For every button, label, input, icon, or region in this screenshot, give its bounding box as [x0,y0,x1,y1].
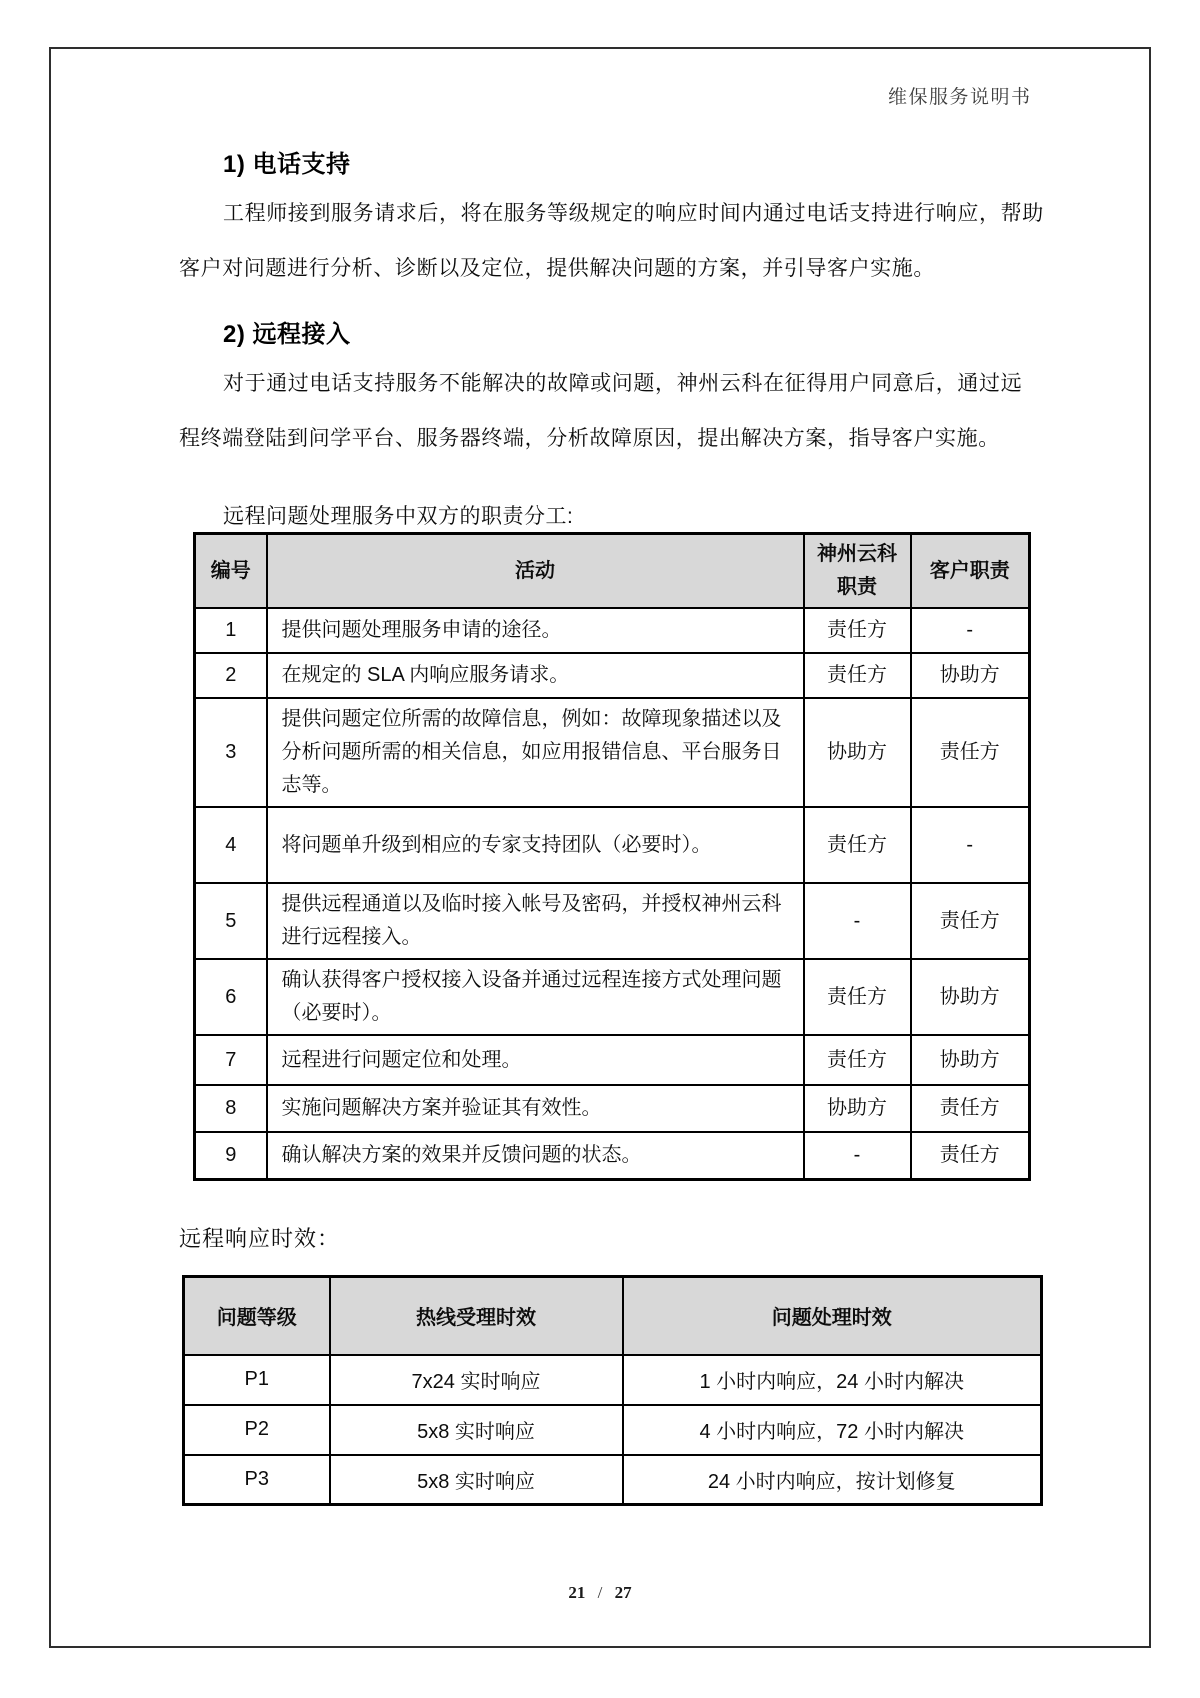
cell-activity: 实施问题解决方案并验证其有效性。 [267,1085,804,1132]
cell-activity: 提供问题定位所需的故障信息，例如：故障现象描述以及分析问题所需的相关信息，如应用报错信息、平台服务日志等。 [267,698,804,807]
cell-activity: 将问题单升级到相应的专家支持团队（必要时）。 [267,807,804,883]
table-row [195,1035,1030,1085]
cell-activity: 在规定的 SLA 内响应服务请求。 [267,653,804,698]
duty-col-header-no: 编号 [195,534,267,609]
table-row [195,608,1030,653]
cell-no: 7 [195,1035,267,1085]
cell-hotline: 5x8 实时响应 [330,1455,623,1505]
sla-table [182,1275,1043,1506]
cell-activity: 远程进行问题定位和处理。 [267,1035,804,1085]
table-row [195,1132,1030,1179]
page-footer [0,1583,1200,1603]
cell-no: 3 [195,698,267,807]
cell-activity: 确认解决方案的效果并反馈问题的状态。 [267,1132,804,1179]
paragraph-line: 对于通过电话支持服务不能解决的故障或问题，神州云科在征得用户同意后，通过远 [223,372,1023,395]
section-2-paragraph [179,356,1039,466]
cell-dcits: 协助方 [804,698,911,807]
cell-dcits: 协助方 [804,1085,911,1132]
cell-handling: 1 小时内响应，24 小时内解决 [623,1355,1042,1405]
cell-dcits: 责任方 [804,807,911,883]
duty-table-header-row [195,534,1030,609]
section-1-paragraph [179,186,1044,296]
cell-no: 2 [195,653,267,698]
paragraph-line: 客户对问题进行分析、诊断以及定位，提供解决问题的方案，并引导客户实施。 [179,257,935,280]
cell-dcits: 责任方 [804,959,911,1035]
cell-handling: 24 小时内响应，按计划修复 [623,1455,1042,1505]
cell-customer: 责任方 [911,883,1030,959]
table-row [195,653,1030,698]
sla-col-header-handling: 问题处理时效 [623,1277,1042,1355]
cell-dcits: - [804,883,911,959]
paragraph-line: 程终端登陆到问学平台、服务器终端，分析故障原因，提出解决方案，指导客户实施。 [179,427,1000,450]
footer-separator: / [597,1583,603,1602]
cell-hotline: 5x8 实时响应 [330,1405,623,1455]
table-row [195,1085,1030,1132]
table-row [184,1455,1042,1505]
cell-activity: 提供问题处理服务申请的途径。 [267,608,804,653]
cell-dcits: 责任方 [804,653,911,698]
duty-table [193,532,1031,1181]
footer-page-number: 21 [568,1583,586,1602]
cell-customer: 责任方 [911,1085,1030,1132]
sla-col-header-hotline: 热线受理时效 [330,1277,623,1355]
cell-customer: 协助方 [911,959,1030,1035]
cell-customer: 责任方 [911,698,1030,807]
sla-table-header-row [184,1277,1042,1355]
table-row [195,698,1030,807]
cell-customer: - [911,608,1030,653]
cell-customer: - [911,807,1030,883]
duty-table-intro: 远程问题处理服务中双方的职责分工: [223,505,574,528]
cell-customer: 协助方 [911,1035,1030,1085]
cell-dcits: 责任方 [804,608,911,653]
cell-level: P3 [184,1455,330,1505]
cell-no: 1 [195,608,267,653]
doc-header-title: 维保服务说明书 [888,87,1032,108]
cell-level: P2 [184,1405,330,1455]
paragraph-line: 工程师接到服务请求后，将在服务等级规定的响应时间内通过电话支持进行响应，帮助 [223,202,1044,225]
sla-col-header-level: 问题等级 [184,1277,330,1355]
table-row [195,883,1030,959]
cell-no: 6 [195,959,267,1035]
footer-total-pages: 27 [614,1583,632,1602]
cell-hotline: 7x24 实时响应 [330,1355,623,1405]
cell-dcits: 责任方 [804,1035,911,1085]
cell-customer: 责任方 [911,1132,1030,1179]
cell-handling: 4 小时内响应，72 小时内解决 [623,1405,1042,1455]
duty-col-header-dcits: 神州云科职责 [804,534,911,609]
cell-customer: 协助方 [911,653,1030,698]
table-row [195,959,1030,1035]
sla-table-title: 远程响应时效： [179,1226,341,1251]
table-row [184,1355,1042,1405]
cell-activity: 确认获得客户授权接入设备并通过远程连接方式处理问题（必要时）。 [267,959,804,1035]
duty-col-header-activity: 活动 [267,534,804,609]
cell-no: 5 [195,883,267,959]
cell-activity: 提供远程通道以及临时接入帐号及密码，并授权神州云科进行远程接入。 [267,883,804,959]
cell-no: 8 [195,1085,267,1132]
duty-col-header-customer: 客户职责 [911,534,1030,609]
table-row [195,807,1030,883]
cell-level: P1 [184,1355,330,1405]
cell-dcits: - [804,1132,911,1179]
section-2-heading: 2) 远程接入 [223,321,351,348]
cell-no: 4 [195,807,267,883]
table-row [184,1405,1042,1455]
section-1-heading: 1) 电话支持 [223,151,351,178]
cell-no: 9 [195,1132,267,1179]
